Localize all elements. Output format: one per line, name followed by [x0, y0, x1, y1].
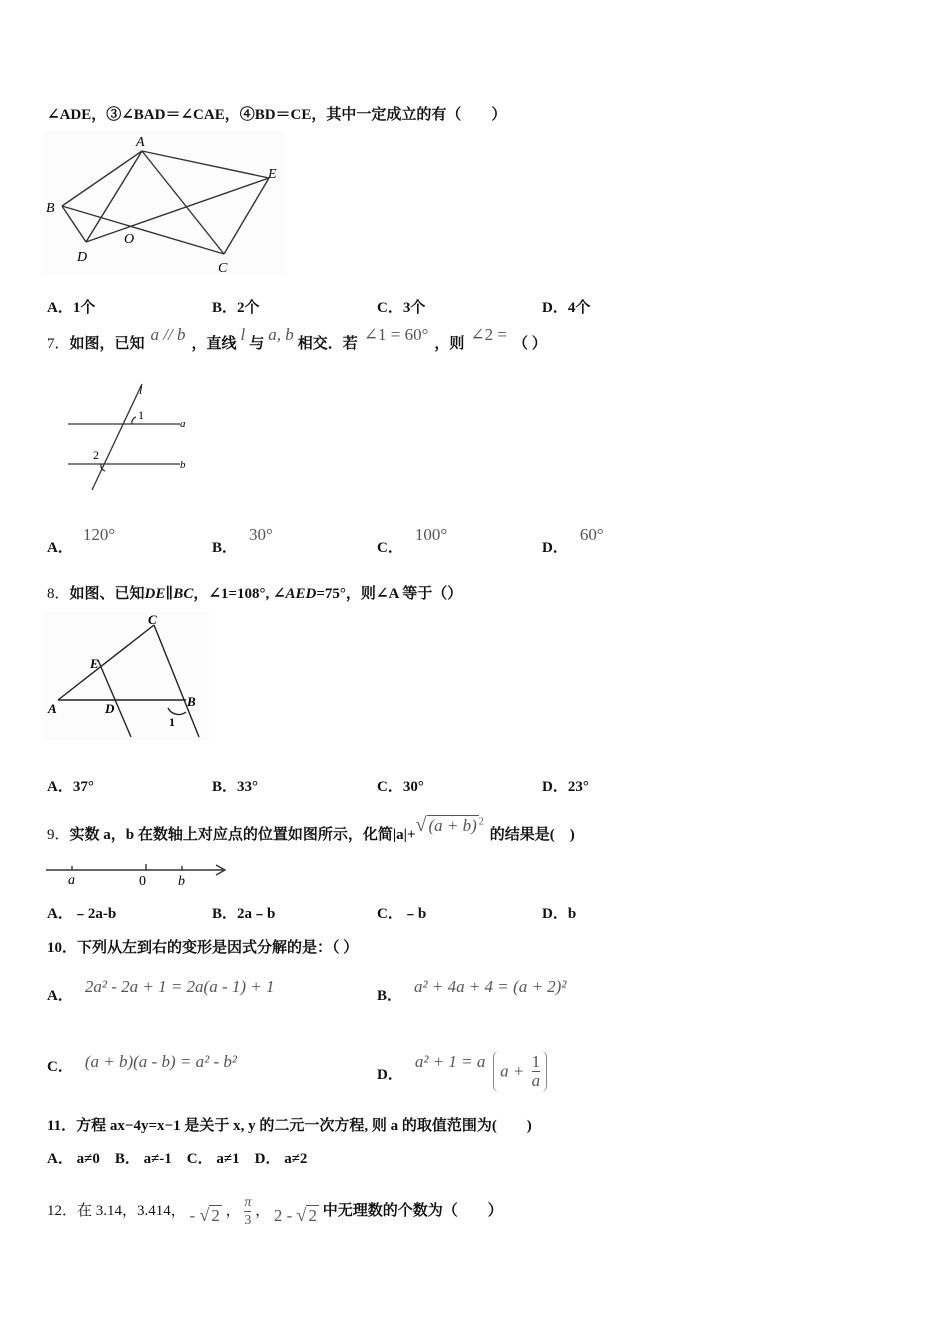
q10-option-b: B． a² + 4a + 4 = (a + 2)² [377, 977, 567, 1004]
q6-option-d: D．4个 [542, 300, 591, 316]
q6-option-b: B．2个 [212, 300, 260, 316]
q9-number-line [44, 858, 234, 888]
q11-stem: 11．方程 ax−4y=x−1 是关于 x, y 的二元一次方程, 则 a 的取值范围为( ) [47, 1118, 532, 1134]
q6-label-d: D [77, 250, 88, 265]
q9-axis-b: b [178, 874, 185, 889]
q7-label-1: 1 [138, 408, 144, 422]
q7-option-c: C．100° [377, 525, 448, 556]
q7-label-a: a [180, 418, 186, 430]
q6-label-o: O [124, 232, 135, 247]
q6-stem-tail: ∠ADE，③∠BAD＝∠CAE，④BD＝CE，其中一定成立的有（ ） [47, 107, 507, 123]
q12-two-minus-sqrt2: 2 - √ 2 [273, 1204, 317, 1225]
q8-label-c: C [148, 612, 157, 627]
q7-option-d: D．60° [542, 525, 604, 556]
q7-angle-1-arc [132, 417, 136, 424]
q7-figure [62, 380, 202, 495]
q6-label-e: E [268, 167, 277, 182]
q11-options: A． a≠0 B． a≠-1 C． a≠1 D． a≠2 [47, 1151, 308, 1167]
q10-option-c: C． (a + b)(a - b) = a² - b² [47, 1052, 237, 1075]
q10-stem: 10．下列从左到右的变形是因式分解的是：（ ） [47, 940, 359, 956]
q6-label-c: C [218, 261, 228, 276]
q6-label-b: B [46, 201, 55, 216]
q9-stem: 9．实数 a，b 在数轴上对应点的位置如图所示，化简|a|+√ (a + b) $^2$的结果是( ) [47, 814, 575, 843]
q6-figure [44, 130, 289, 280]
q7-stem: 7．如图，已知 a // b ，直线 l 与 a, b 相交．若 ∠1 = 60° ，则 ∠2 = （ ） [47, 325, 547, 352]
q7-label-2: 2 [93, 448, 99, 462]
q12-stem: 12．在 3.14，3.414， - √ 2 ， $\frac{\pi}{3}$ ， 2 - √ 2 中无理数的个数为（ ） [47, 1195, 503, 1228]
q9-sqrt-expr: (a + b) [428, 816, 477, 835]
q10-option-a: A． 2a² - 2a + 1 = 2a(a - 1) + 1 [47, 977, 275, 1004]
q6-option-a: A．1个 [47, 300, 96, 316]
q8-label-1: 1 [169, 715, 175, 729]
q12-neg-sqrt2: - √ 2 [189, 1204, 220, 1225]
q8-label-b: B [187, 694, 196, 709]
q8-label-d: D [105, 701, 115, 716]
q8-label-a: A [48, 701, 57, 716]
q10-option-d: D．a² + 1 = a a + $\frac{1}{a}$ [377, 1055, 547, 1096]
q7-option-a: A．120° [47, 525, 116, 556]
q8-option-b: B．33° [212, 779, 259, 795]
q7-label-b: b [180, 459, 186, 471]
q9-axis-zero: 0 [139, 874, 146, 889]
q8-figure [44, 612, 214, 742]
q12-pi-over-3: $\frac{\pi}{3}$ [244, 1195, 252, 1228]
q9-option-a: A．﹣2a-b [47, 906, 117, 922]
q7-option-b: B．30° [212, 525, 273, 556]
q9-axis-a: a [68, 873, 75, 888]
q8-option-d: D．23° [542, 779, 589, 795]
q8-option-c: C．30° [377, 779, 424, 795]
q9-option-b: B．2a﹣b [212, 906, 276, 922]
q9-option-c: C．﹣b [377, 906, 427, 922]
q8-option-a: A．37° [47, 779, 94, 795]
q6-option-c: C．3个 [377, 300, 426, 316]
q7-line-l [92, 384, 142, 490]
q7-label-l: l [139, 383, 143, 397]
q6-label-a: A [136, 135, 145, 150]
q10-option-d-paren: a + $\frac{1}{a}$ [493, 1051, 547, 1092]
q8-stem: 8．如图、已知DE∥BC，∠1=108°, ∠AED=75°，则∠A 等于（） [47, 586, 463, 602]
q9-option-d: D．b [542, 906, 577, 922]
q8-label-e: E [90, 656, 99, 671]
